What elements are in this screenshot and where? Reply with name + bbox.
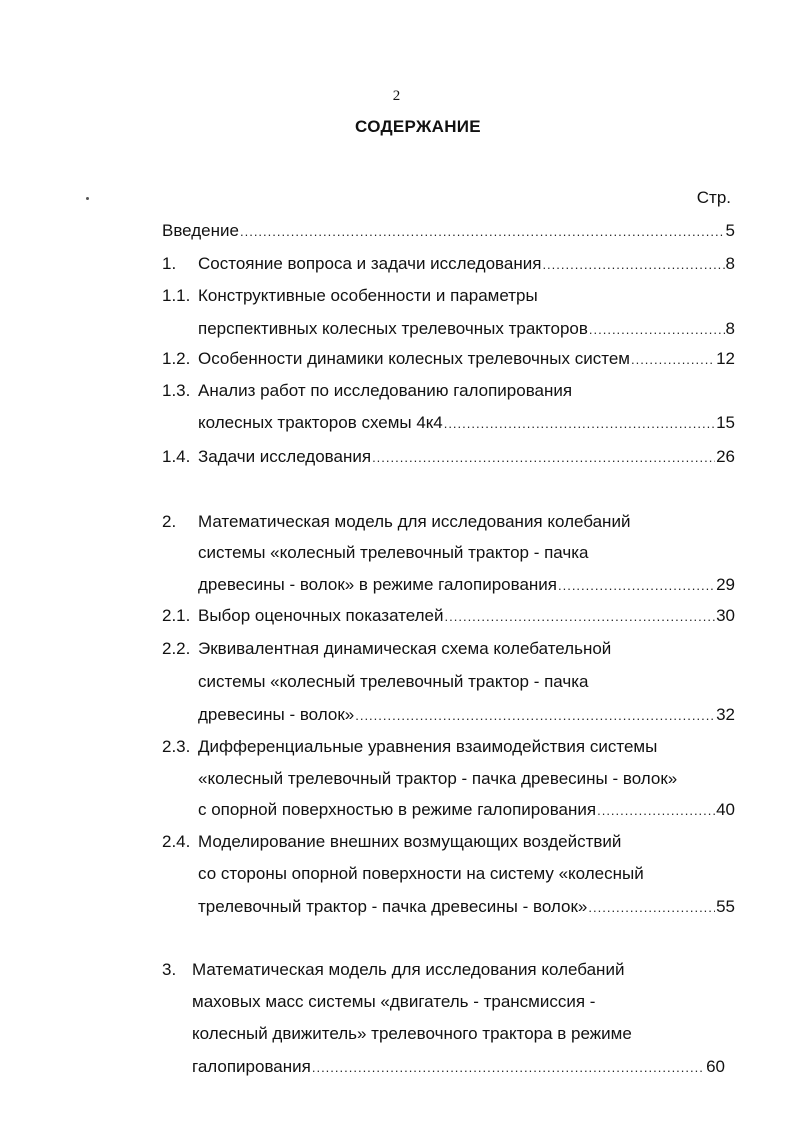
toc-entry <box>198 318 735 341</box>
toc-leader <box>372 447 715 469</box>
toc-number: 2.4. <box>162 832 191 851</box>
toc-leader <box>589 319 725 341</box>
toc-line <box>198 574 735 597</box>
toc-entry <box>198 574 735 597</box>
toc-leader <box>240 221 725 243</box>
toc-page: 32 <box>716 705 735 724</box>
page-number: 2 <box>392 88 401 104</box>
toc-number: 1.4. <box>162 447 191 466</box>
toc-entry <box>198 605 735 628</box>
toc-leader <box>445 606 716 628</box>
toc-entry-text: Дифференциальные уравнения взаимодействия системы <box>198 737 658 756</box>
toc-page: 29 <box>716 575 735 594</box>
toc-entry-text: перспективных колесных трелевочных тракторов <box>198 319 588 338</box>
toc-entry-text: маховых масс системы «двигатель - трансмиссия - <box>192 992 596 1011</box>
toc-entry <box>192 1056 725 1079</box>
toc-entry-text: Состояние вопроса и задачи исследования <box>198 254 542 273</box>
toc-page: 40 <box>716 800 735 819</box>
toc-entry-text: Задачи исследования <box>198 447 372 466</box>
toc-entry <box>198 446 735 469</box>
toc-page: 55 <box>716 897 735 916</box>
toc-leader <box>542 254 724 276</box>
toc-entry-text: Моделирование внешних возмущающих воздействий <box>198 832 622 851</box>
toc-leader <box>312 1057 705 1079</box>
toc-line <box>198 704 735 727</box>
toc-entry-text: Особенности динамики колесных трелевочных систем <box>198 349 630 368</box>
toc-entry-text: Эквивалентная динамическая схема колебательной <box>198 639 612 658</box>
toc-leader <box>597 800 715 822</box>
toc-leader <box>444 413 715 435</box>
toc-entry <box>198 348 735 371</box>
toc-line <box>192 1056 725 1079</box>
toc-number: 2.3. <box>162 737 191 756</box>
toc-entry-text: древесины - волок» <box>198 705 355 724</box>
toc-entry-text: Введение <box>162 221 239 240</box>
toc-line <box>198 446 735 469</box>
toc-number: 2. <box>162 512 177 531</box>
toc-entry <box>162 220 735 243</box>
toc-page: 8 <box>725 319 735 338</box>
toc-number: 3. <box>162 960 177 979</box>
toc-entry-text: галопирования <box>192 1057 311 1076</box>
toc-line <box>198 318 735 341</box>
toc-entry <box>198 412 735 435</box>
toc-page: 12 <box>716 349 735 368</box>
toc-entry-text: Конструктивные особенности и параметры <box>198 286 538 305</box>
toc-leader <box>631 349 715 371</box>
toc-line <box>198 253 735 276</box>
toc-number: 1.2. <box>162 349 191 368</box>
toc-entry-text: колесных тракторов схемы 4к4 <box>198 413 443 432</box>
toc-entry-text: колесный движитель» трелевочного трактора в режиме <box>192 1024 632 1043</box>
toc-entry <box>198 253 735 276</box>
toc-entry-text: «колесный трелевочный трактор - пачка древесины - волок» <box>198 769 678 788</box>
toc-entry-text: Математическая модель для исследования колебаний <box>192 960 625 979</box>
toc-number: 2.1. <box>162 606 191 625</box>
toc-entry-text: системы «колесный трелевочный трактор - пачка <box>198 672 589 691</box>
page-title: СОДЕРЖАНИЕ <box>355 117 481 136</box>
toc-line <box>162 220 735 243</box>
toc-entry <box>198 896 735 919</box>
toc-entry <box>198 704 735 727</box>
page-column-label: Стр. <box>696 188 731 207</box>
toc-entry-text: с опорной поверхностью в режиме галопирования <box>198 800 597 819</box>
toc-line <box>198 605 735 628</box>
toc-entry-text: Анализ работ по исследованию галопирования <box>198 381 573 400</box>
toc-leader <box>355 705 715 727</box>
toc-page: 30 <box>716 606 735 625</box>
toc-leader <box>588 897 715 919</box>
toc-page: 60 <box>706 1057 725 1076</box>
toc-entry-text: системы «колесный трелевочный трактор - пачка <box>198 543 589 562</box>
toc-page: 5 <box>725 221 735 240</box>
toc-number: 1. <box>162 254 177 273</box>
toc-entry-text: древесины - волок» в режиме галопирования <box>198 575 557 594</box>
toc-line <box>198 896 735 919</box>
toc-entry-text: трелевочный трактор - пачка древесины - волок» <box>198 897 588 916</box>
toc-entry-text: Выбор оценочных показателей <box>198 606 444 625</box>
toc-leader <box>558 575 715 597</box>
toc-entry-text: Математическая модель для исследования колебаний <box>198 512 631 531</box>
toc-line <box>198 799 735 822</box>
toc-page: 8 <box>725 254 735 273</box>
toc-entry <box>198 799 735 822</box>
toc-number: 1.1. <box>162 286 191 305</box>
toc-line <box>198 348 735 371</box>
toc-page: 26 <box>716 447 735 466</box>
scan-speck <box>86 197 89 200</box>
toc-number: 2.2. <box>162 639 191 658</box>
toc-number: 1.3. <box>162 381 191 400</box>
toc-page: 15 <box>716 413 735 432</box>
toc-line <box>198 412 735 435</box>
toc-entry-text: со стороны опорной поверхности на систему «колесный <box>198 864 644 883</box>
